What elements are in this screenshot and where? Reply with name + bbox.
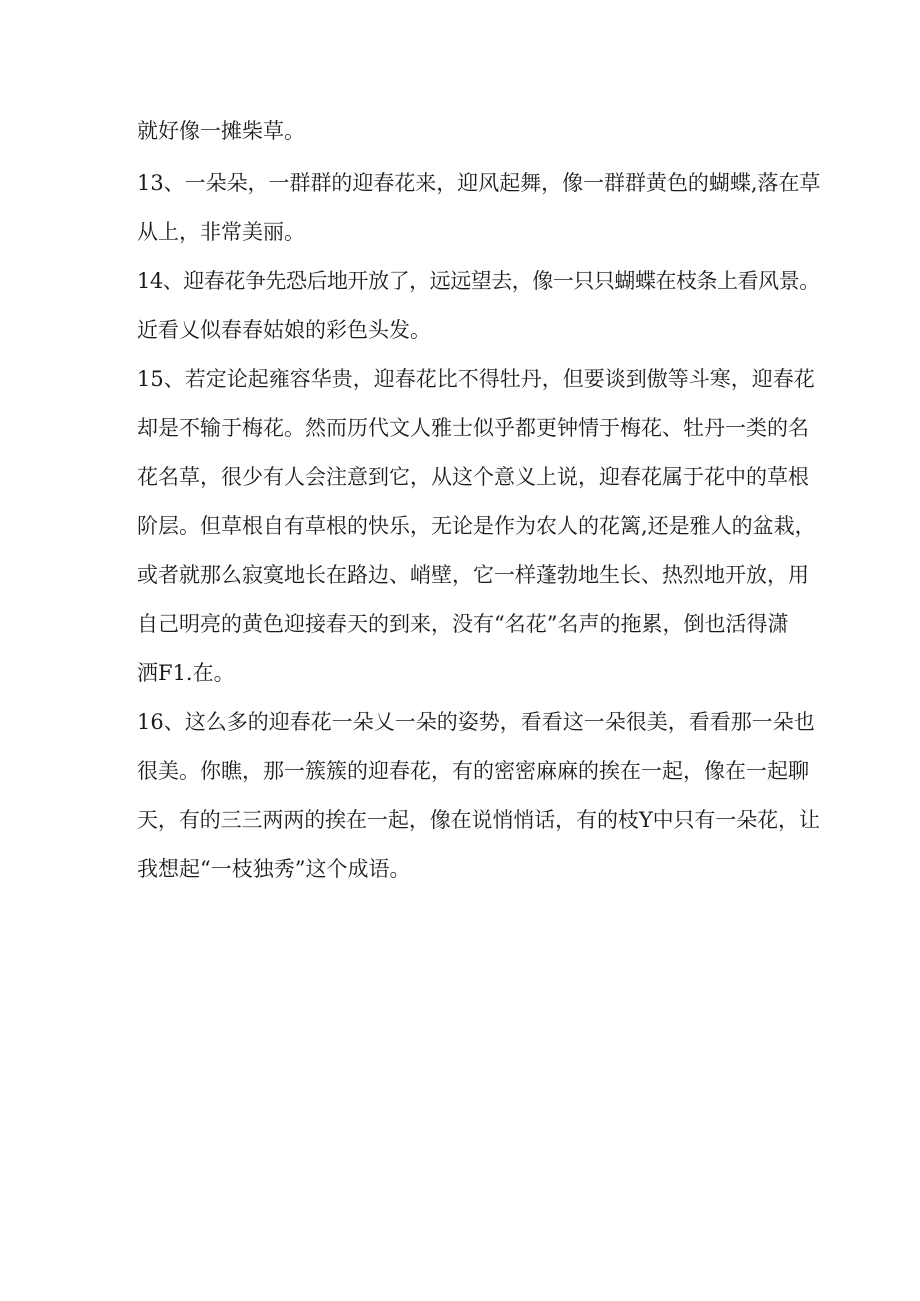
text-line: 阶层。但草根自有草根的快乐，无论是作为农人的花篱,还是雅人的盆栽， — [137, 514, 816, 538]
text-line: 很美。你瞧，那一簇簇的迎春花，有的密密麻麻的挨在一起，像在一起聊 — [137, 759, 809, 783]
text-line: 自己明亮的黄色迎接春天的到来，没有“名花”名声的拖累，倒也活得潇 — [137, 612, 789, 636]
text-line: 天，有的三三两两的挨在一起，像在说悄悄话，有的枝Y中只有一朵花，让 — [137, 808, 820, 832]
text-line: 花名草，很少有人会注意到它，从这个意义上说，迎春花属于花中的草根 — [137, 465, 809, 489]
text-line: 或者就那么寂寞地长在路边、峭壁，它一样蓬勃地生长、热烈地开放，用 — [137, 563, 809, 587]
text-line: 16、这么多的迎春花一朵乂一朵的姿势，看看这一朵很美，看看那一朵也 — [137, 710, 815, 734]
text-line: 洒F1.在。 — [137, 661, 235, 685]
text-line: 13、一朵朵，一群群的迎春花来，迎风起舞，像一群群黄色的蝴蝶,落在草 — [137, 171, 821, 195]
text-line: 就好像一摊柴草。 — [137, 119, 305, 143]
text-line: 我想起“一枝独秀”这个成语。 — [137, 857, 411, 881]
text-line: 近看乂似春春姑娘的彩色头发。 — [137, 318, 431, 342]
text-line: 从上，非常美丽。 — [137, 220, 305, 244]
text-line: 14、迎春花争先恐后地开放了，远远望去，像一只只蝴蝶在枝条上看风景。 — [137, 269, 820, 293]
text-line: 15、若定论起雍容华贵，迎春花比不得牡丹，但要谈到傲等斗寒，迎春花 — [137, 367, 815, 391]
text-line: 却是不输于梅花。然而历代文人雅士似乎都更钟情于梅花、牡丹一类的名 — [137, 416, 809, 440]
